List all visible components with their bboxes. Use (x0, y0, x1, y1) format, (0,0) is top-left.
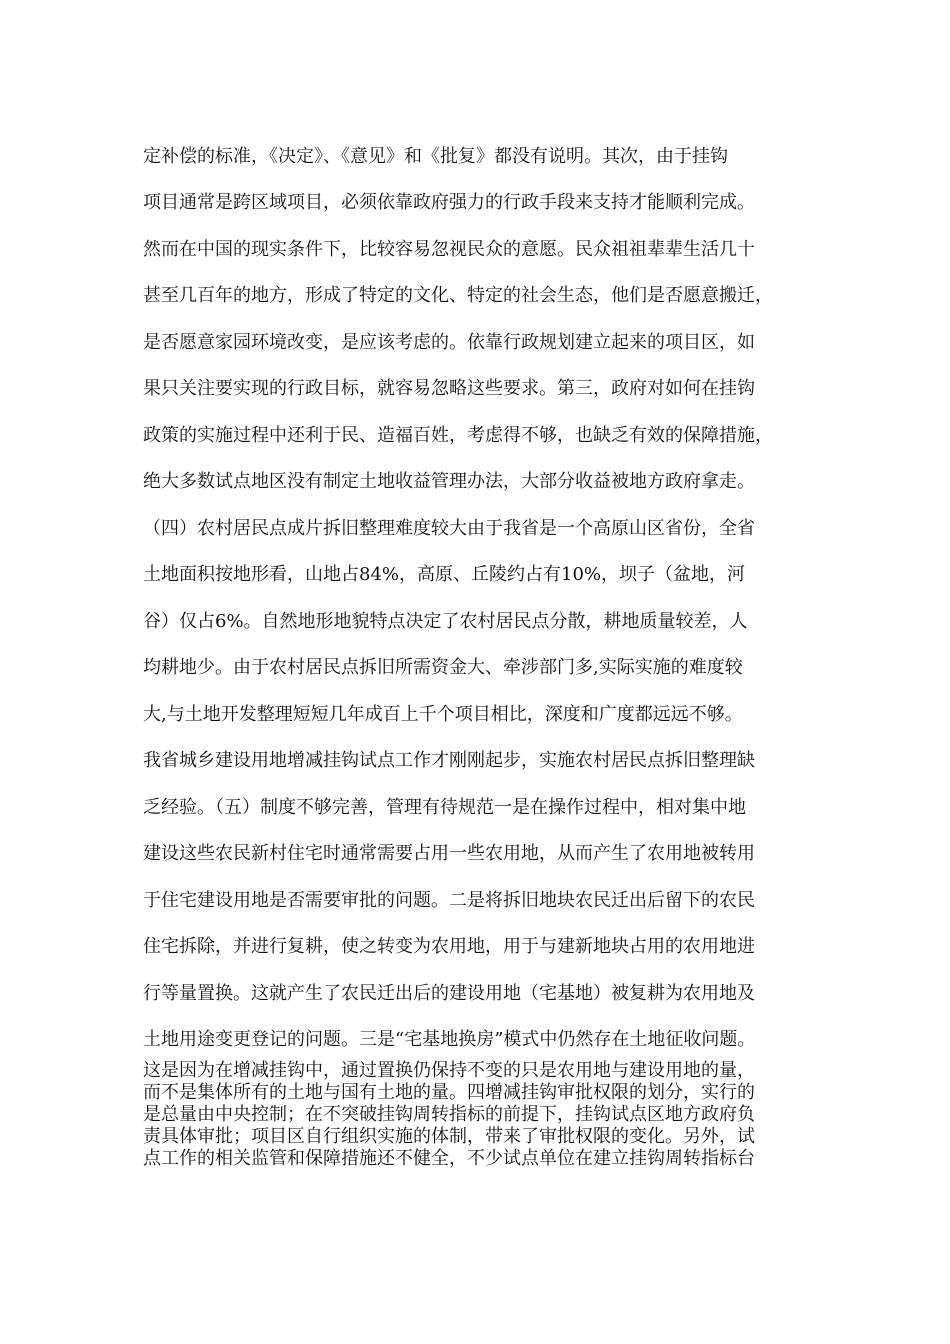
text-line: 定补偿的标准，《决定》、《意见》和《批复》都没有说明。其次，由于挂钩 (143, 146, 728, 167)
text-line: 乏经验。（五）制度不够完善，管理有待规范一是在操作过程中，相对集中地 (143, 797, 746, 818)
section-heading-line: （四）农村居民点成片拆旧整理难度较大由于我省是一个高原山区省份，全省 (143, 518, 755, 539)
text-line: 然而在中国的现实条件下，比较容易忽视民众的意愿。民众祖祖辈辈生活几十 (143, 239, 755, 260)
text-line: 这是因为在增减挂钩中，通过置换仍保持不变的只是农用地与建设用地的量， (143, 1060, 755, 1081)
text-line: 项目通常是跨区域项目，必须依靠政府强力的行政手段来支持才能顺利完成。 (143, 192, 755, 213)
text-line: 果只关注要实现的行政目标，就容易忽略这些要求。第三，政府对如何在挂钩 (143, 378, 755, 399)
text-line: 政策的实施过程中还利于民、造福百姓，考虑得不够，也缺乏有效的保障措施， (143, 425, 773, 446)
text-line: 均耕地少。由于农村居民点拆旧所需资金大、牵涉部门多,实际实施的难度较 (143, 657, 743, 678)
text-line: 行等量置换。这就产生了农民迁出后的建设用地（宅基地）被复耕为农用地及 (143, 983, 755, 1004)
text-line: 是否愿意家园环境改变，是应该考虑的。依靠行政规划建立起来的项目区，如 (143, 332, 755, 353)
text-line: 我省城乡建设用地增减挂钩试点工作才刚刚起步，实施农村居民点拆旧整理缺 (143, 750, 755, 771)
text-line: 建设这些农民新村住宅时通常需要占用一些农用地，从而产生了农用地被转用 (143, 843, 755, 864)
text-line: 住宅拆除，并进行复耕，使之转变为农用地，用于与建新地块占用的农用地进 (143, 936, 755, 957)
text-line: 点工作的相关监管和保障措施还不健全，不少试点单位在建立挂钩周转指标台 (143, 1148, 755, 1169)
text-line: 大,与土地开发整理短短几年成百上千个项目相比，深度和广度都远远不够。 (143, 704, 743, 725)
text-line: 土地面积按地形看，山地占84%，高原、丘陵约占有10%，坝子（盆地，河 (143, 564, 746, 585)
text-line: 甚至几百年的地方，形成了特定的文化、特定的社会生态，他们是否愿意搬迁， (143, 285, 773, 306)
text-line: 谷）仅占6%。自然地形地貌特点决定了农村居民点分散，耕地质量较差，人 (143, 611, 748, 632)
text-line: 绝大多数试点地区没有制定土地收益管理办法，大部分收益被地方政府拿走。 (143, 471, 755, 492)
text-line: 责具体审批；项目区自行组织实施的体制，带来了审批权限的变化。另外，试 (143, 1126, 755, 1147)
text-line: 土地用途变更登记的问题。三是“宅基地换房”模式中仍然存在土地征收问题。 (143, 1029, 756, 1050)
text-line: 而不是集体所有的土地与国有土地的量。四增减挂钩审批权限的划分，实行的 (143, 1082, 755, 1103)
text-line: 是总量由中央控制；在不突破挂钩周转指标的前提下，挂钩试点区地方政府负 (143, 1104, 755, 1125)
text-line: 于住宅建设用地是否需要审批的问题。二是将拆旧地块农民迁出后留下的农民 (143, 890, 755, 911)
